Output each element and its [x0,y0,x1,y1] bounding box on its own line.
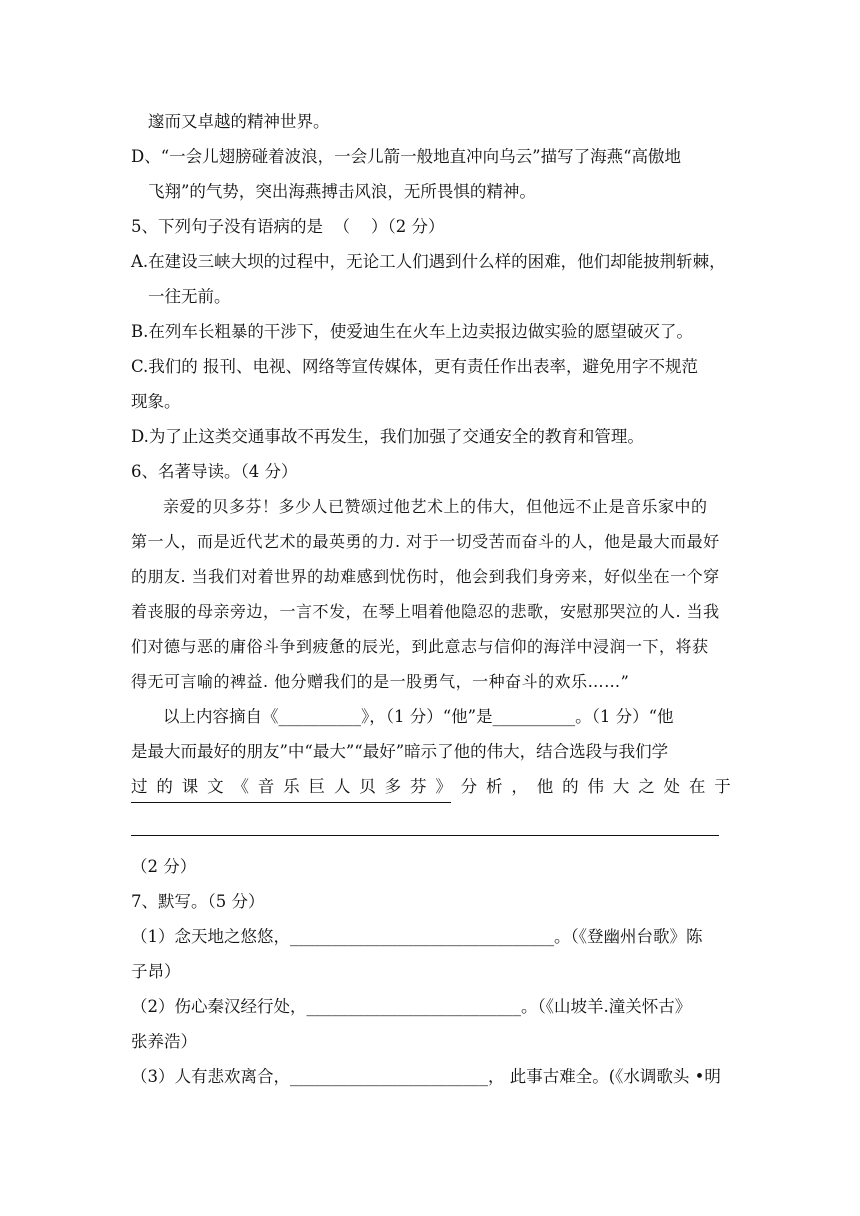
question-6-prompt-line3: 过 的 课 文 《 音 乐 巨 人 贝 多 芬 》 分 析 ， 他 的 伟 大 之 处 在 于 [131,777,731,796]
question-7-item-1-line2: 子昂） [131,962,181,981]
question-5-option-c-line2: 现象。 [131,392,181,411]
passage-line: 的朋友. 当我们对着世界的劫难感到忧伤时，他会到我们身旁来，好似坐在一个穿 [131,567,720,586]
answer-blank-line [131,802,451,803]
question-5-option-a-line1: A.在建设三峡大坝的过程中，无论工人们遇到什么样的困难，他们却能披荆斩棘， [131,252,726,271]
option-d-line1: D、“一会儿翅膀碰着波浪，一会儿箭一般地直冲向乌云”描写了海燕“高傲地 [131,147,682,166]
question-6-score: （2 分） [131,857,197,876]
question-6-prompt-line1: 以上内容摘自《__________》，（1 分）“他”是__________。（1 分）“他 [163,707,674,726]
question-5-option-b: B.在列车长粗暴的干涉下，使爱迪生在火车上边卖报边做实验的愿望破灭了。 [131,322,693,341]
passage-line: 亲爱的贝多芬！多少人已赞颂过他艺术上的伟大，但他远不止是音乐家中的 [163,497,708,516]
question-5-title: 5、下列句子没有语病的是 （ ）（2 分） [131,217,445,236]
passage-line: 第一人，而是近代艺术的最英勇的力. 对于一切受苦而奋斗的人，他是最大而最好 [131,532,720,551]
passage-line: 得无可言喻的裨益. 他分赠我们的是一股勇气，一种奋斗的欢乐……” [131,672,630,691]
question-7-item-1-line1: （1）念天地之悠悠，________________________________。（《登幽州台歌》陈 [131,927,703,946]
question-7-item-2-line1: （2）伤心秦汉经行处，__________________________。（《山坡羊.潼关怀古》 [131,997,692,1016]
question-7-item-3-line1: （3）人有悲欢离合，________________________， 此事古难全。(《水调歌头 •明 [131,1067,721,1086]
passage-line: 们对德与恶的庸俗斗争到疲惫的辰光，到此意志与信仰的海洋中浸润一下，将获 [131,637,709,656]
answer-blank-line [131,835,719,836]
question-5-option-c-line1: C.我们的 报刊、电视、网络等宣传媒体，更有责任作出表率，避免用字不规范 [131,357,699,376]
option-c-continuation: 邃而又卓越的精神世界。 [148,112,330,131]
question-6-prompt-line2: 是最大而最好的朋友”中“最大”“最好”暗示了他的伟大，结合选段与我们学 [131,742,669,761]
question-7-title: 7、默写。（5 分） [131,892,265,911]
passage-line: 着丧服的母亲旁边，一言不发，在琴上唱着他隐忍的悲歌，安慰那哭泣的人. 当我 [131,602,720,621]
question-7-item-2-line2: 张养浩） [131,1032,197,1051]
question-5-option-a-line2: 一往无前。 [148,287,231,306]
question-5-option-d: D.为了止这类交通事故不再发生，我们加强了交通安全的教育和管理。 [131,427,644,446]
question-6-title: 6、名著导读。（4 分） [131,462,298,481]
option-d-line2: 飞翔”的气势，突出海燕搏击风浪，无所畏惧的精神。 [148,182,536,201]
